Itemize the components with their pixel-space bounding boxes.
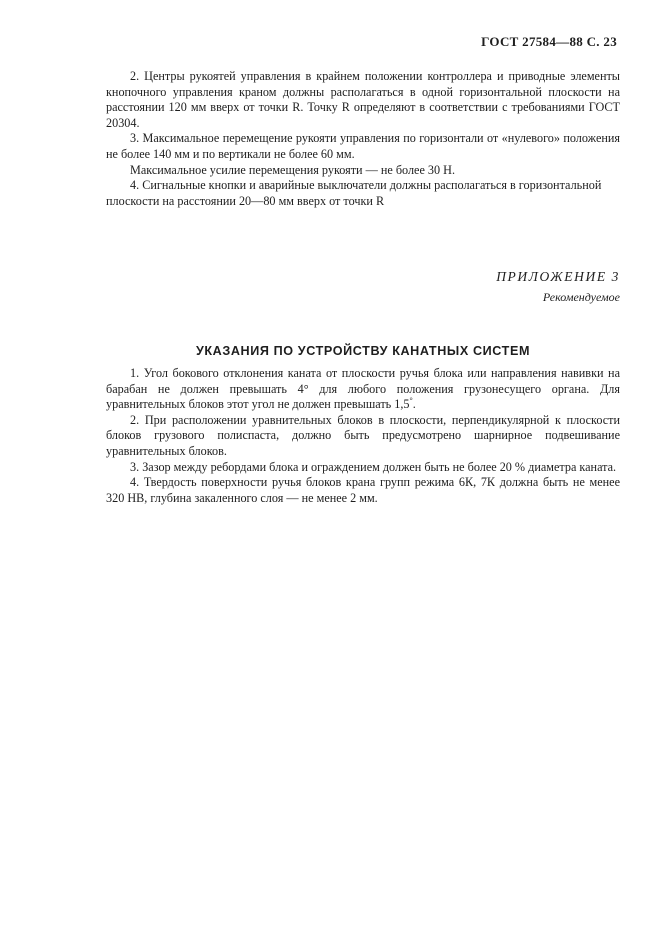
guideline-item-2: 2. При расположении уравнительных блоков в плоскости, перпендикулярной к плоскости блоков грузового полиспаста, должно быть предусмотрено шарнирное подвешивание уравнительных блоков. bbox=[106, 412, 620, 458]
guideline-item-4: 4. Твердость поверхности ручья блоков крана групп режима 6К, 7К должна быть не менее 320 НВ, глубина закаленного слоя — не менее 2 мм. bbox=[106, 475, 620, 505]
section-title: УКАЗАНИЯ ПО УСТРОЙСТВУ КАНАТНЫХ СИСТЕМ bbox=[195, 344, 531, 358]
paragraph-item-3: 3. Максимальное перемещение рукояти управления по горизонтали от «нулевого» положения не более 140 мм и по вертикали не более 60 мм. bbox=[106, 131, 620, 161]
paragraph-item-4: 4. Сигнальные кнопки и аварийные выключатели должны располагаться в горизонтальной плоскости на расстоянии 20—80 мм вверх от точки R bbox=[106, 178, 602, 208]
page-header: ГОСТ 27584—88 С. 23 bbox=[481, 34, 617, 49]
guideline-item-1 bbox=[106, 366, 620, 413]
guideline-item-3: 3. Зазор между ребордами блока и ограждением должен быть не более 20 % диаметра каната. bbox=[130, 459, 617, 474]
degree-superscript: ° bbox=[409, 396, 413, 406]
guideline-item-1-text: 1. Угол бокового отклонения каната от плоскости ручья блока или направления навивки на барабан не должен превышать 4° для любого положения грузонесущего органа. Для уравнительных блоков этот угол не должен превышать 1,5 bbox=[106, 366, 620, 412]
paragraph-item-2: 2. Центры рукоятей управления в крайнем положении контроллера и приводные элементы кнопочного управления краном должны располагаться в одной горизонтальной плоскости на расстоянии 120 мм вверх от точки R. Точку R определяют в соответствии с требованиями ГОСТ 20304. bbox=[106, 69, 620, 130]
annex-heading bbox=[496, 269, 620, 305]
requirements-continuation bbox=[106, 69, 620, 209]
rope-system-guidelines bbox=[106, 366, 620, 506]
paragraph-max-force: Максимальное усилие перемещения рукояти — не более 30 Н. bbox=[130, 162, 456, 177]
annex-title: ПРИЛОЖЕНИЕ 3 bbox=[496, 269, 620, 284]
guideline-item-1-end: . bbox=[412, 397, 416, 412]
annex-subtitle: Рекомендуемое bbox=[542, 290, 620, 304]
